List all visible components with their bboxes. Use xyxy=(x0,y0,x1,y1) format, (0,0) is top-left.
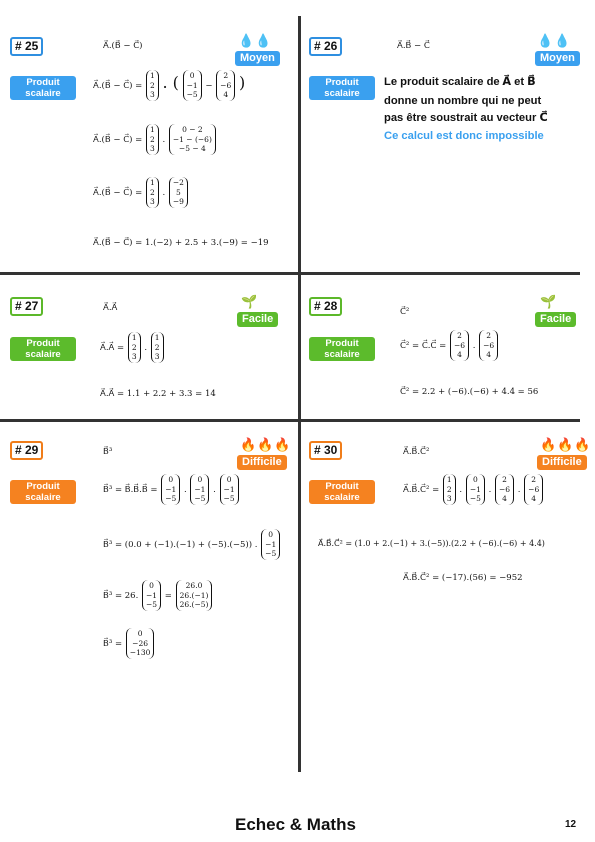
sprout-icon: 🌱 xyxy=(540,295,558,310)
water-drop-icon: 💧💧 xyxy=(537,34,572,49)
equation-result: A⃗.A⃗ = 1.1 + 2.2 + 3.3 = 14 xyxy=(100,389,216,399)
exercise-title: B⃗³ xyxy=(103,447,113,457)
category-badge: Produit scalaire xyxy=(10,337,76,361)
equation-line: A⃗.(B⃗ − C⃗) = 1 2 3 . 0 − 2 −1 − (−6) −5 − 4 xyxy=(93,124,217,155)
vector-matrix: 0 −26 −130 xyxy=(126,628,155,659)
equation-result: B⃗³ = 0 −26 −130 xyxy=(103,628,155,659)
difficulty-badge: Difficile xyxy=(237,455,287,470)
equation-result: A⃗.(B⃗ − C⃗) = 1.(−2) + 2.5 + 3.(−9) = −19 xyxy=(93,238,269,248)
sprout-icon: 🌱 xyxy=(241,295,259,310)
fire-icon: 🔥🔥🔥 xyxy=(240,438,292,453)
equation-result: A⃗.B⃗.C⃗² = (−17).(56) = −952 xyxy=(403,573,523,583)
equation-line: B⃗³ = 26. 0 −1 −5 = 26.0 26.(−1) 26.(−5) xyxy=(103,580,213,611)
exercise-number: # 29 xyxy=(10,441,43,460)
vector-matrix: 2 −6 4 xyxy=(450,330,469,361)
vector-matrix: 0 −1 −5 xyxy=(142,580,161,611)
equation-line: A⃗.(B⃗ − C⃗) = 1 2 3 . −2 5 −9 xyxy=(93,177,189,208)
conclusion-line: Ce calcul est donc impossible xyxy=(384,130,544,142)
equation-line: A⃗.B⃗.C⃗² = 1 2 3 . 0 −1 −5 . 2 −6 4 . 2 −6 4 xyxy=(403,474,544,505)
exercise-title: A⃗.(B⃗ − C⃗) xyxy=(103,41,143,51)
exercise-number: # 27 xyxy=(10,297,43,316)
equation-line: A⃗.A⃗ = 1 2 3 . 1 2 3 xyxy=(100,332,165,363)
footer-title: Echec & Maths xyxy=(235,815,356,834)
exercise-number: # 26 xyxy=(309,37,342,56)
exercise-title: A⃗.A⃗ xyxy=(103,303,118,313)
vector-matrix: 1 2 3 xyxy=(128,332,141,363)
category-badge: Produit scalaire xyxy=(10,76,76,100)
vector-matrix: 0 −1 −5 xyxy=(220,474,239,505)
exercise-title: A⃗.B⃗ − C⃗ xyxy=(397,41,430,51)
exercise-number: # 25 xyxy=(10,37,43,56)
vector-matrix: 0 −1 −5 xyxy=(190,474,209,505)
vector-matrix: 2 −6 4 xyxy=(216,70,235,101)
horizontal-divider-2 xyxy=(0,419,580,422)
vector-matrix: 26.0 26.(−1) 26.(−5) xyxy=(176,580,213,611)
explanation-line-3: pas être soustrait au vecteur C⃗ xyxy=(384,112,548,124)
horizontal-divider-1 xyxy=(0,272,580,275)
exercise-number: # 30 xyxy=(309,441,342,460)
explanation-line-2: donne un nombre qui ne peut xyxy=(384,95,542,107)
vector-matrix: −2 5 −9 xyxy=(169,177,188,208)
equation-line: B⃗³ = B⃗.B⃗.B⃗ = 0 −1 −5 . 0 −1 −5 . 0 −1 −5 xyxy=(103,474,240,505)
equation-line: A⃗.(B⃗ − C⃗) = 1 2 3 . ( 0 −1 −5 − 2 −6 4 ) xyxy=(93,71,246,99)
category-badge: Produit scalaire xyxy=(309,480,375,504)
difficulty-badge: Difficile xyxy=(537,455,587,470)
vector-matrix: 0 −1 −5 xyxy=(183,70,202,101)
vector-matrix: 0 −1 −5 xyxy=(466,474,485,505)
category-badge: Produit scalaire xyxy=(309,337,375,361)
vector-matrix: 0 −1 −5 xyxy=(261,529,280,560)
exercise-number: # 28 xyxy=(309,297,342,316)
vector-matrix: 1 2 3 xyxy=(146,124,159,155)
page-number: 12 xyxy=(565,819,577,830)
category-badge: Produit scalaire xyxy=(10,480,76,504)
vertical-divider xyxy=(298,16,301,772)
vector-matrix: 1 2 3 xyxy=(443,474,456,505)
vector-matrix: 2 −6 4 xyxy=(479,330,498,361)
vector-matrix: 1 2 3 xyxy=(146,177,159,208)
category-badge: Produit scalaire xyxy=(309,76,375,100)
vector-matrix: 1 2 3 xyxy=(151,332,164,363)
vector-matrix: 0 −1 −5 xyxy=(161,474,180,505)
fire-icon: 🔥🔥🔥 xyxy=(540,438,592,453)
exercise-title: C⃗² xyxy=(400,307,410,317)
water-drop-icon: 💧💧 xyxy=(238,34,273,49)
difficulty-badge: Facile xyxy=(237,312,278,327)
vector-matrix: 2 −6 4 xyxy=(495,474,514,505)
vector-matrix: 2 −6 4 xyxy=(524,474,543,505)
equation-line: C⃗² = C⃗.C⃗ = 2 −6 4 . 2 −6 4 xyxy=(400,330,499,361)
exercise-title: A⃗.B⃗.C⃗² xyxy=(403,447,430,457)
equation-line: B⃗³ = (0.0 + (−1).(−1) + (−5).(−5)) . 0 −1 −5 xyxy=(103,529,281,560)
explanation-line-1: Le produit scalaire de A⃗ et B⃗ xyxy=(384,76,536,88)
equation-line: A⃗.B⃗.C⃗² = (1.0 + 2.(−1) + 3.(−5)).(2.2 + (−6).(−6) + 4.4) xyxy=(318,539,545,548)
difficulty-badge: Moyen xyxy=(235,51,280,66)
vector-matrix: 0 − 2 −1 − (−6) −5 − 4 xyxy=(169,124,216,155)
difficulty-badge: Facile xyxy=(535,312,576,327)
difficulty-badge: Moyen xyxy=(535,51,580,66)
vector-matrix: 1 2 3 xyxy=(146,70,159,101)
equation-result: C⃗² = 2.2 + (−6).(−6) + 4.4 = 56 xyxy=(400,387,539,397)
